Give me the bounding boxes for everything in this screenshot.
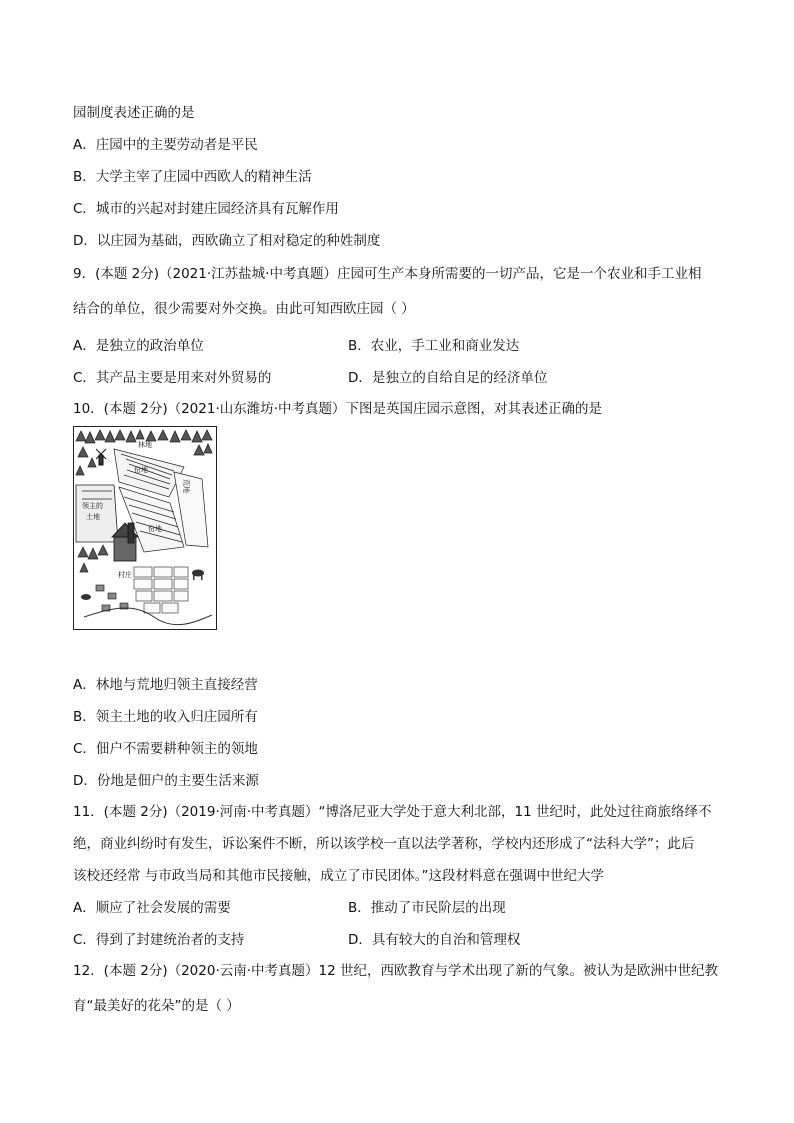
q8-option-d[interactable]: D．以庄园为基础，西欧确立了相对稳定的种姓制度	[73, 233, 381, 249]
q9-stem-line-2: 结合的单位，很少需要对外交换。由此可知西欧庄园（ ）	[73, 301, 415, 317]
q10-option-b[interactable]: B．领主土地的收入归庄园所有	[73, 709, 258, 725]
q10-stem: 10．(本题 2分)（2021·山东潍坊·中考真题）下图是英国庄园示意图，对其表述正确的是	[73, 401, 603, 417]
village-houses	[96, 585, 128, 611]
label-lord-land-1: 领主的	[82, 502, 103, 510]
q10-option-a[interactable]: A．林地与荒地归领主直接经营	[73, 677, 258, 693]
q9-stem-line-1: 9．(本题 2分)（2021·江苏盐城·中考真题）庄园可生产本身所需要的一切产品，它是一个农业和手工业相	[73, 266, 702, 282]
label-share-land-1: 份地	[134, 466, 148, 474]
q9-option-d[interactable]: D．是独立的自给自足的经济单位	[348, 370, 548, 386]
q12-stem-line-2: 育“最美好的花朵”的是（ ）	[73, 998, 240, 1014]
trees-west	[78, 545, 108, 572]
manor-map-figure	[73, 426, 217, 630]
q11-stem-line-3: 该校还经常 与市政当局和其他市民接触，成立了市民团体。”这段材料意在强调中世纪大学	[73, 868, 605, 884]
q8-stem-tail: 园制度表述正确的是	[73, 105, 195, 121]
label-village-1: 村庄	[118, 571, 132, 579]
q10-option-d[interactable]: D．份地是佃户的主要生活来源	[73, 773, 259, 789]
q11-stem-line-2: 绝，商业纠纷时有发生，诉讼案件不断，所以该学校一直以法学著称，学校内还形成了“法科大学”；此后	[73, 836, 695, 852]
q11-stem-line-1: 11．(本题 2分)（2019·河南·中考真题）“博洛尼亚大学处于意大利北部，11 世纪时，此处过往商旅络绎不	[73, 804, 712, 820]
q9-option-a[interactable]: A．是独立的政治单位	[73, 338, 204, 354]
label-wasteland-1: 荒地	[182, 479, 190, 493]
q9-option-c[interactable]: C．其产品主要是用来对外贸易的	[73, 370, 272, 386]
village-plots	[134, 567, 188, 613]
q11-option-b[interactable]: B．推动了市民阶层的出现	[348, 900, 506, 916]
q9-option-b[interactable]: B．农业，手工业和商业发达	[348, 338, 520, 354]
q8-option-b[interactable]: B．大学主宰了庄园中西欧人的精神生活	[73, 169, 312, 185]
q8-option-c[interactable]: C．城市的兴起对封建庄园经济具有瓦解作用	[73, 201, 339, 217]
q11-option-d[interactable]: D．具有较大的自治和管理权	[348, 932, 521, 948]
windmill-icon	[96, 449, 106, 465]
label-lord-land-2: 土地	[86, 513, 100, 521]
q10-option-c[interactable]: C．佃户不需要耕种领主的领地	[73, 741, 258, 757]
q12-stem-line-1: 12．(本题 2分)（2020·云南·中考真题）12 世纪，西欧教育与学术出现了新的气象。被认为是欧洲中世纪教	[73, 963, 718, 979]
q11-option-c[interactable]: C．得到了封建统治者的支持	[73, 932, 245, 948]
q11-option-a[interactable]: A．顺应了社会发展的需要	[73, 900, 231, 916]
q8-option-a[interactable]: A．庄园中的主要劳动者是平民	[73, 137, 258, 153]
label-share-land-2: 份地	[148, 525, 162, 533]
label-forest: 林地	[138, 441, 152, 449]
